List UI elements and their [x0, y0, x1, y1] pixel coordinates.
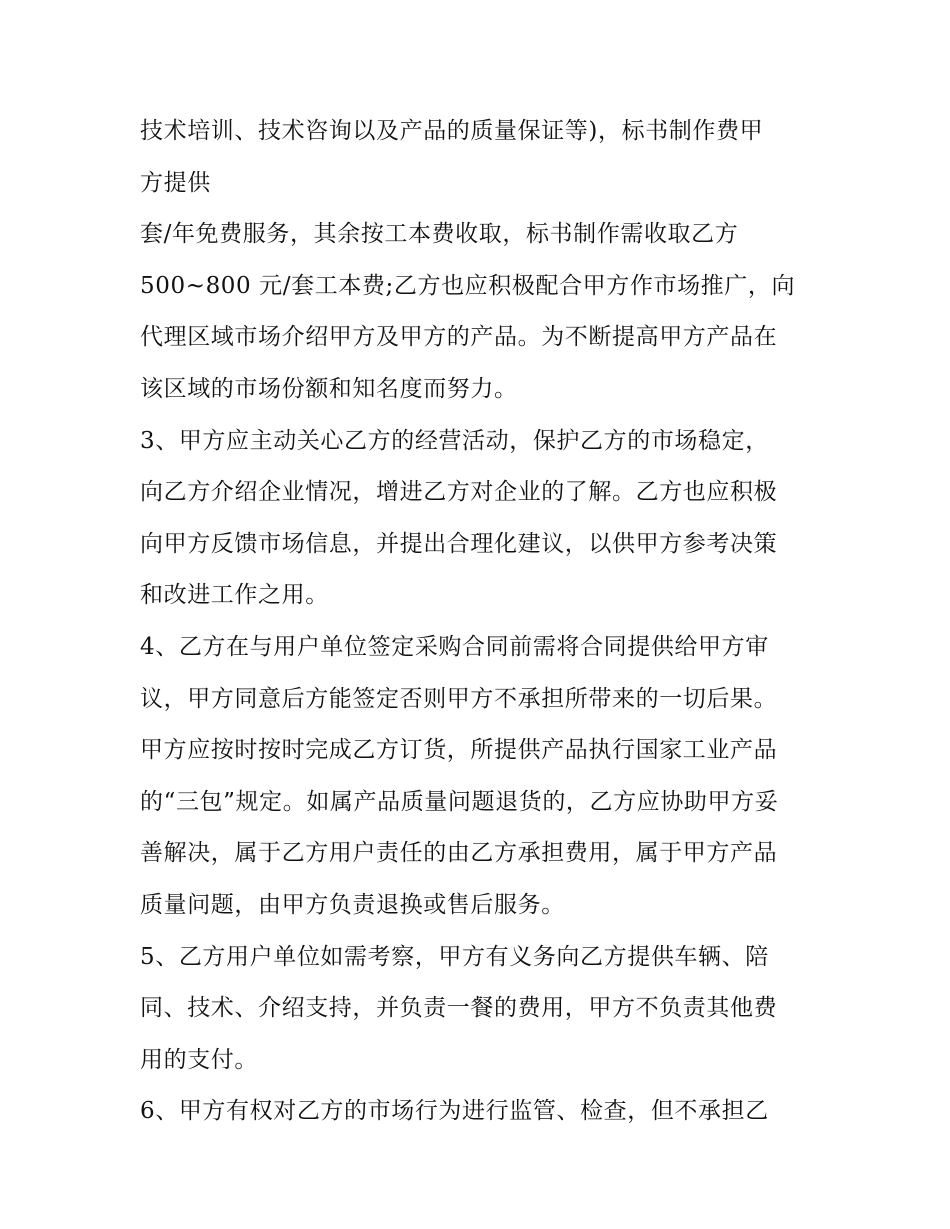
- text-line: 3、甲方应主动关心乙方的经营活动，保护乙方的市场稳定，: [140, 427, 769, 454]
- text-line: 甲方应按时按时完成乙方订货，所提供产品执行国家工业产品: [140, 737, 778, 764]
- text-line: 套/年免费服务，其余按工本费收取，标书制作需收取乙方: [140, 221, 739, 248]
- text-line: 议，甲方同意后方能签定否则甲方不承担所带来的一切后果。: [140, 685, 778, 712]
- text-line: 技术培训、技术咨询以及产品的质量保证等)，标书制作费甲: [140, 118, 764, 144]
- text-line: 5、乙方用户单位如需考察，甲方有义务向乙方提供车辆、陪: [140, 943, 769, 970]
- text-line: 方提供: [140, 169, 211, 196]
- text-line: 向甲方反馈市场信息，并提出合理化建议，以供甲方参考决策: [140, 530, 778, 557]
- text-line: 代理区域市场介绍甲方及甲方的产品。为不断提高甲方产品在: [140, 324, 778, 351]
- text-line: 用的支付。: [140, 1046, 258, 1073]
- document-body: [140, 106, 830, 1138]
- text-line: 的“三包”规定。如属产品质量问题退货的，乙方应协助甲方妥: [140, 788, 779, 815]
- text-line: 质量问题，由甲方负责退换或售后服务。: [140, 891, 565, 918]
- text-line: 向乙方介绍企业情况，增进乙方对企业的了解。乙方也应积极: [140, 479, 778, 506]
- text-line: 该区域的市场份额和知名度而努力。: [140, 375, 518, 402]
- text-line: 和改进工作之用。: [140, 582, 329, 609]
- text-line: 500~800 元/套工本费;乙方也应积极配合甲方作市场推广，向: [140, 272, 796, 299]
- text-line: 同、技术、介绍支持，并负责一餐的费用，甲方不负责其他费: [140, 995, 778, 1022]
- text-line: 6、甲方有权对乙方的市场行为进行监管、检查，但不承担乙: [140, 1098, 769, 1125]
- text-line: 善解决，属于乙方用户责任的由乙方承担费用，属于甲方产品: [140, 840, 778, 867]
- text-line: 4、乙方在与用户单位签定采购合同前需将合同提供给甲方审: [140, 633, 769, 660]
